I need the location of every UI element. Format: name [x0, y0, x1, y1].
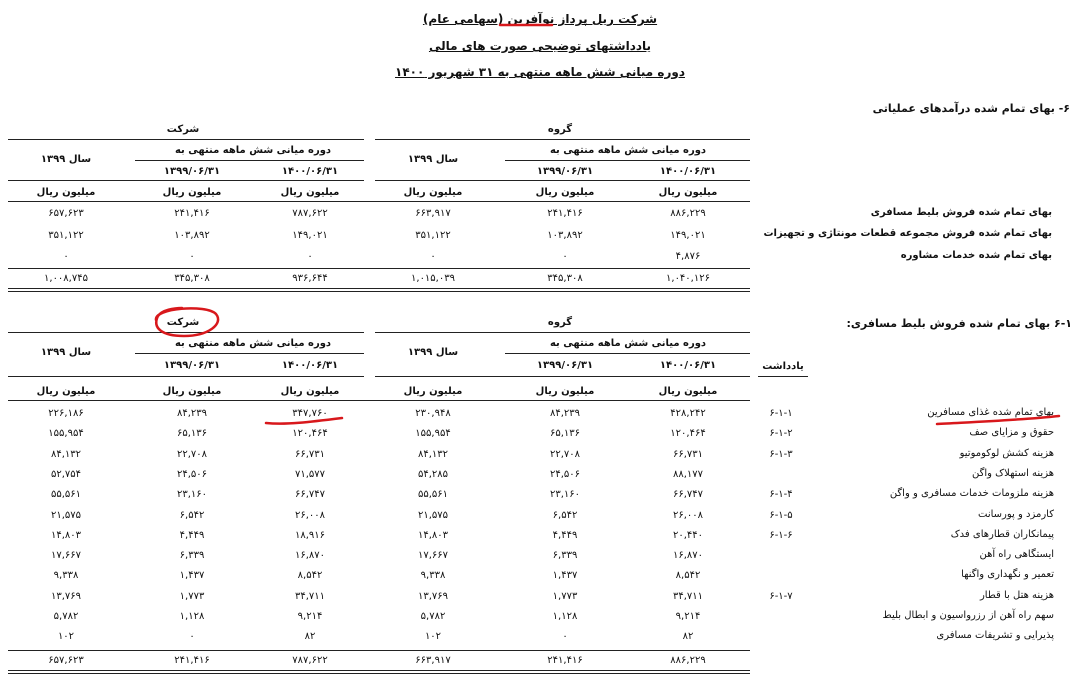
unit-label: میلیون ریال	[535, 187, 595, 198]
note-ref: ۶-۱-۶	[769, 530, 793, 541]
date-1400: ۱۴۰۰/۰۶/۳۱	[659, 166, 717, 177]
date-1400: ۱۴۰۰/۰۶/۳۱	[281, 360, 339, 371]
amount-cell: ۶۵,۱۳۶	[549, 428, 581, 439]
amount-cell: ۱,۴۳۷	[552, 570, 578, 581]
amount-cell: ۵۵,۵۶۱	[50, 489, 82, 500]
amount-cell: ۱۰۲	[57, 631, 75, 642]
amount-cell: ۵۵,۵۶۱	[417, 489, 449, 500]
amount-cell: ۰	[430, 251, 436, 262]
unit-label: میلیون ریال	[403, 187, 463, 198]
amount-cell: ۶,۵۴۲	[179, 510, 205, 521]
rule-divider	[8, 268, 750, 269]
row-label: هزینه استهلاک واگن	[972, 468, 1054, 479]
amount-cell: ۳۵۱,۱۲۲	[48, 230, 84, 241]
amount-cell: ۹,۲۱۴	[675, 611, 701, 622]
amount-cell: ۲۲,۷۰۸	[549, 449, 581, 460]
rule-divider	[135, 160, 364, 161]
rule-divider	[8, 332, 364, 333]
amount-cell: ۸۴,۱۳۲	[50, 449, 82, 460]
unit-label: میلیون ریال	[36, 386, 96, 397]
amount-cell: ۴۲۸,۲۴۲	[670, 408, 706, 419]
note-ref: ۶-۱-۷	[769, 591, 793, 602]
amount-cell: ۶۶,۷۴۷	[294, 489, 326, 500]
amount-cell: ۰	[307, 251, 313, 262]
amount-cell: ۴,۸۷۶	[675, 251, 701, 262]
amount-cell: ۲۶,۰۰۸	[294, 510, 326, 521]
rule-divider	[375, 332, 750, 333]
unit-label: میلیون ریال	[658, 386, 718, 397]
amount-cell: ۹,۲۱۴	[297, 611, 323, 622]
date-1400: ۱۴۰۰/۰۶/۳۱	[281, 166, 339, 177]
rule-divider	[375, 139, 750, 140]
year-label: سال ۱۳۹۹	[40, 347, 92, 358]
date-1399: ۱۳۹۹/۰۶/۳۱	[536, 360, 594, 371]
amount-cell: ۱۰۲	[424, 631, 442, 642]
period-label: دوره میانی شش ماهه منتهی به	[549, 145, 707, 156]
amount-cell: ۷۸۷,۶۲۲	[292, 208, 328, 219]
rule-divider	[8, 650, 750, 651]
amount-cell: ۱۴۹,۰۲۱	[292, 230, 328, 241]
amount-cell: ۶۶۳,۹۱۷	[415, 208, 451, 219]
amount-cell: ۶,۳۳۹	[552, 550, 578, 561]
rule-divider	[135, 353, 364, 354]
amount-cell: ۶۵۷,۶۲۳	[48, 655, 84, 666]
row-label: هزینه کشش لوکوموتیو	[959, 448, 1054, 459]
row-label: سهم راه آهن از رزرواسیون و ابطال بلیط	[882, 610, 1054, 621]
amount-cell: ۶۶۳,۹۱۷	[415, 655, 451, 666]
note-ref: ۶-۱-۵	[769, 510, 793, 521]
rule-divider	[505, 160, 750, 161]
amount-cell: ۲۲۶,۱۸۶	[48, 408, 84, 419]
amount-cell: ۳۴,۷۱۱	[672, 591, 704, 602]
amount-cell: ۱,۷۷۳	[179, 591, 205, 602]
amount-cell: ۲۳۰,۹۴۸	[415, 408, 451, 419]
rule-divider	[8, 400, 750, 401]
unit-label: میلیون ریال	[162, 187, 222, 198]
section-6-1-title: ۶-۱ بهای تمام شده فروش بلیط مسافری:	[846, 317, 1072, 330]
amount-cell: ۸۲	[304, 631, 316, 642]
period-title: دوره میانی شش ماهه منتهی به ۳۱ شهریور ۱۴۰۰	[395, 65, 685, 79]
amount-cell: ۲۲,۷۰۸	[176, 449, 208, 460]
amount-cell: ۲۴,۵۰۶	[549, 469, 581, 480]
period-label: دوره میانی شش ماهه منتهی به	[549, 338, 707, 349]
rule-divider	[375, 376, 750, 377]
amount-cell: ۸,۵۴۲	[675, 570, 701, 581]
amount-cell: ۱۳,۷۶۹	[50, 591, 82, 602]
amount-cell: ۱,۷۷۳	[552, 591, 578, 602]
amount-cell: ۱۵۵,۹۵۴	[48, 428, 84, 439]
rule-divider	[8, 180, 364, 181]
year-label: سال ۱۳۹۹	[407, 347, 459, 358]
row-label: هزینه هتل با قطار	[979, 590, 1054, 601]
rule-divider	[8, 376, 364, 377]
rule-divider	[758, 376, 808, 377]
amount-cell: ۱,۱۲۸	[179, 611, 205, 622]
amount-cell: ۵,۷۸۲	[53, 611, 79, 622]
amount-cell: ۹,۳۳۸	[53, 570, 79, 581]
note-ref: ۶-۱-۱	[769, 408, 793, 419]
row-label: پذیرایی و تشریفات مسافری	[936, 630, 1054, 641]
row-label: بهای تمام شده غذای مسافرین	[927, 407, 1054, 418]
period-label: دوره میانی شش ماهه منتهی به	[174, 338, 332, 349]
amount-cell: ۸,۵۴۲	[297, 570, 323, 581]
amount-cell: ۰	[562, 251, 568, 262]
amount-cell: ۱۲۰,۴۶۴	[292, 428, 328, 439]
unit-label: میلیون ریال	[36, 187, 96, 198]
unit-label: میلیون ریال	[280, 187, 340, 198]
amount-cell: ۱,۴۳۷	[179, 570, 205, 581]
amount-cell: ۶۶,۷۴۷	[672, 489, 704, 500]
amount-cell: ۲۴۱,۴۱۶	[174, 655, 210, 666]
company-title: شرکت ریل پرداز نوآفرین (سهامی عام)	[422, 12, 658, 26]
amount-cell: ۵,۷۸۲	[420, 611, 446, 622]
amount-cell: ۵۴,۲۸۵	[417, 469, 449, 480]
date-1399: ۱۳۹۹/۰۶/۳۱	[163, 360, 221, 371]
amount-cell: ۲۴,۵۰۶	[176, 469, 208, 480]
section-6-title: ۶- بهای تمام شده درآمدهای عملیاتی	[872, 102, 1070, 115]
note-ref: ۶-۱-۳	[769, 449, 793, 460]
rule-divider	[8, 288, 750, 292]
period-label: دوره میانی شش ماهه منتهی به	[174, 145, 332, 156]
amount-cell: ۲۴۱,۴۱۶	[547, 208, 583, 219]
year-label: سال ۱۳۹۹	[40, 154, 92, 165]
amount-cell: ۶۶,۷۳۱	[294, 449, 326, 460]
amount-cell: ۱,۰۱۵,۰۳۹	[411, 273, 455, 284]
amount-cell: ۸۴,۲۳۹	[176, 408, 208, 419]
amount-cell: ۱,۰۴۰,۱۲۶	[666, 273, 710, 284]
amount-cell: ۱,۱۲۸	[552, 611, 578, 622]
amount-cell: ۷۱,۵۷۷	[294, 469, 326, 480]
row-label: حقوق و مزایای صف	[969, 427, 1054, 438]
unit-label: میلیون ریال	[280, 386, 340, 397]
amount-cell: ۲۱,۵۷۵	[50, 510, 82, 521]
amount-cell: ۱۶,۸۷۰	[672, 550, 704, 561]
amount-cell: ۱۴,۸۰۳	[417, 530, 449, 541]
amount-cell: ۸۴,۱۳۲	[417, 449, 449, 460]
row-label: هزینه ملزومات خدمات مسافری و واگن	[889, 488, 1054, 499]
row-label: کارمزد و پورسانت	[978, 509, 1054, 520]
amount-cell: ۱۵۵,۹۵۴	[415, 428, 451, 439]
amount-cell: ۸۲	[682, 631, 694, 642]
rule-divider	[8, 201, 750, 202]
amount-cell: ۱۶,۸۷۰	[294, 550, 326, 561]
company-label: شرکت	[166, 317, 200, 328]
amount-cell: ۸۴,۲۳۹	[549, 408, 581, 419]
date-1400: ۱۴۰۰/۰۶/۳۱	[659, 360, 717, 371]
unit-label: میلیون ریال	[162, 386, 222, 397]
row-label: تعمیر و نگهداری واگنها	[961, 569, 1054, 580]
amount-cell: ۰	[189, 631, 195, 642]
unit-label: میلیون ریال	[658, 187, 718, 198]
amount-cell: ۸۸۶,۲۲۹	[670, 655, 706, 666]
row-label: پیمانکاران قطارهای فدک	[950, 529, 1054, 540]
amount-cell: ۲۴۱,۴۱۶	[174, 208, 210, 219]
amount-cell: ۹۳۶,۶۴۴	[292, 273, 328, 284]
amount-cell: ۱۷,۶۶۷	[50, 550, 82, 561]
amount-cell: ۶,۵۴۲	[552, 510, 578, 521]
rule-divider	[8, 670, 750, 674]
amount-cell: ۱۷,۶۶۷	[417, 550, 449, 561]
year-label: سال ۱۳۹۹	[407, 154, 459, 165]
amount-cell: ۰	[63, 251, 69, 262]
amount-cell: ۱۴۹,۰۲۱	[670, 230, 706, 241]
amount-cell: ۹,۳۳۸	[420, 570, 446, 581]
amount-cell: ۲۳,۱۶۰	[176, 489, 208, 500]
date-1399: ۱۳۹۹/۰۶/۳۱	[163, 166, 221, 177]
group-label: گروه	[547, 317, 573, 328]
amount-cell: ۳۴۵,۳۰۸	[547, 273, 583, 284]
note-column-header: یادداشت	[762, 361, 804, 372]
amount-cell: ۲۳,۱۶۰	[549, 489, 581, 500]
date-1399: ۱۳۹۹/۰۶/۳۱	[536, 166, 594, 177]
amount-cell: ۳۴۷,۷۶۰	[292, 408, 328, 419]
amount-cell: ۲۱,۵۷۵	[417, 510, 449, 521]
group-label: گروه	[547, 124, 573, 135]
unit-label: میلیون ریال	[403, 386, 463, 397]
amount-cell: ۱۴,۸۰۳	[50, 530, 82, 541]
amount-cell: ۰	[189, 251, 195, 262]
amount-cell: ۱۸,۹۱۶	[294, 530, 326, 541]
amount-cell: ۱۳,۷۶۹	[417, 591, 449, 602]
unit-label: میلیون ریال	[535, 386, 595, 397]
company-label: شرکت	[166, 124, 200, 135]
amount-cell: ۸۸,۱۷۷	[672, 469, 704, 480]
amount-cell: ۰	[562, 631, 568, 642]
document-subtitle: یادداشتهای توضیحی صورت های مالی	[428, 39, 652, 53]
amount-cell: ۶,۳۳۹	[179, 550, 205, 561]
amount-cell: ۶۵۷,۶۲۳	[48, 208, 84, 219]
amount-cell: ۶۶,۷۳۱	[672, 449, 704, 460]
amount-cell: ۷۸۷,۶۲۲	[292, 655, 328, 666]
amount-cell: ۲۶,۰۰۸	[672, 510, 704, 521]
amount-cell: ۳۴,۷۱۱	[294, 591, 326, 602]
amount-cell: ۴,۴۴۹	[552, 530, 578, 541]
amount-cell: ۴,۴۴۹	[179, 530, 205, 541]
amount-cell: ۱,۰۰۸,۷۴۵	[44, 273, 88, 284]
rule-divider	[8, 139, 364, 140]
amount-cell: ۳۴۵,۳۰۸	[174, 273, 210, 284]
rule-divider	[505, 353, 750, 354]
amount-cell: ۱۲۰,۴۶۴	[670, 428, 706, 439]
note-ref: ۶-۱-۴	[769, 489, 793, 500]
note-ref: ۶-۱-۲	[769, 428, 793, 439]
amount-cell: ۲۴۱,۴۱۶	[547, 655, 583, 666]
amount-cell: ۸۸۶,۲۲۹	[670, 208, 706, 219]
amount-cell: ۵۲,۷۵۴	[50, 469, 82, 480]
amount-cell: ۲۰,۴۴۰	[672, 530, 704, 541]
amount-cell: ۱۰۳,۸۹۲	[547, 230, 583, 241]
amount-cell: ۳۵۱,۱۲۲	[415, 230, 451, 241]
amount-cell: ۱۰۳,۸۹۲	[174, 230, 210, 241]
amount-cell: ۶۵,۱۳۶	[176, 428, 208, 439]
rule-divider	[375, 180, 750, 181]
row-label: ایستگاهی راه آهن	[979, 549, 1054, 560]
